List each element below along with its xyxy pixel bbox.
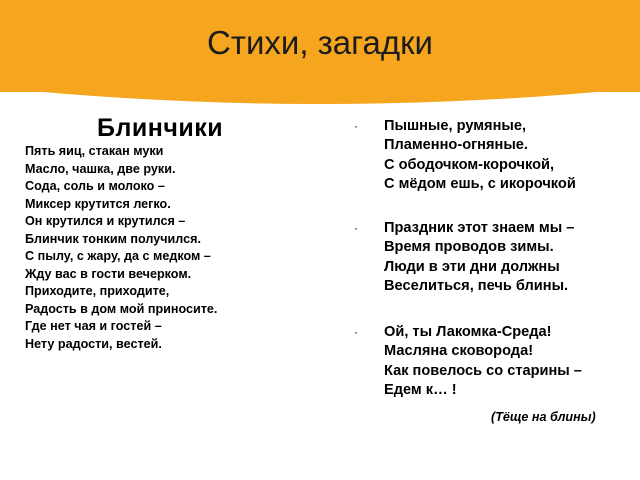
riddle-line: Едем к… !: [384, 381, 457, 398]
poem-line: С пылу, с жару, да с медком –: [25, 249, 211, 263]
riddle-line: Пламенно-огняные.: [384, 137, 528, 154]
poem-line: Миксер крутится легко.: [25, 196, 171, 211]
poem-line: Нету радости, вестей.: [25, 336, 162, 351]
poem-line: Масло, чашка, две руки.: [25, 161, 176, 176]
poem-title: Блинчики: [97, 114, 224, 142]
poem-line: Блинчик тонким получился.: [25, 231, 201, 246]
bullet-icon: ·: [354, 221, 358, 235]
bullet-icon: ·: [354, 325, 358, 339]
riddle-line: Время проводов зимы.: [384, 239, 554, 256]
poem-line: Жду вас в гости вечерком.: [25, 266, 192, 281]
poem-line: Где нет чая и гостей –: [25, 319, 162, 333]
riddle-answer: (Тёще на блины): [491, 410, 596, 424]
riddle-line: Как повелось со старины –: [384, 362, 582, 379]
riddle-line: Пышные, румяные,: [384, 118, 527, 134]
riddle-line: Праздник этот знаем мы –: [384, 220, 575, 236]
poem-line: Сода, соль и молоко –: [25, 179, 165, 193]
poem-line: Радость в дом мой приносите.: [25, 301, 218, 316]
title-band-curve: [0, 80, 640, 120]
poem-text: [25, 143, 325, 353]
slide-title: Стихи, загадки: [207, 24, 433, 61]
poem-line: Приходите, приходите,: [25, 284, 170, 298]
riddle-line: С ободочком-корочкой,: [384, 156, 555, 173]
bullet-icon: ·: [354, 119, 358, 133]
riddle-line: Масляна сковорода!: [384, 343, 534, 360]
riddle-line: Люди в эти дни должны: [384, 258, 560, 275]
poem-line: Пять яиц, стакан муки: [25, 144, 164, 158]
riddle-line: Веселиться, печь блины.: [384, 277, 569, 294]
poem-line: Он крутился и крутился –: [25, 214, 186, 228]
riddle-line: С мёдом ешь, с икорочкой: [384, 175, 576, 192]
riddle-line: Ой, ты Лакомка-Среда!: [384, 324, 552, 340]
